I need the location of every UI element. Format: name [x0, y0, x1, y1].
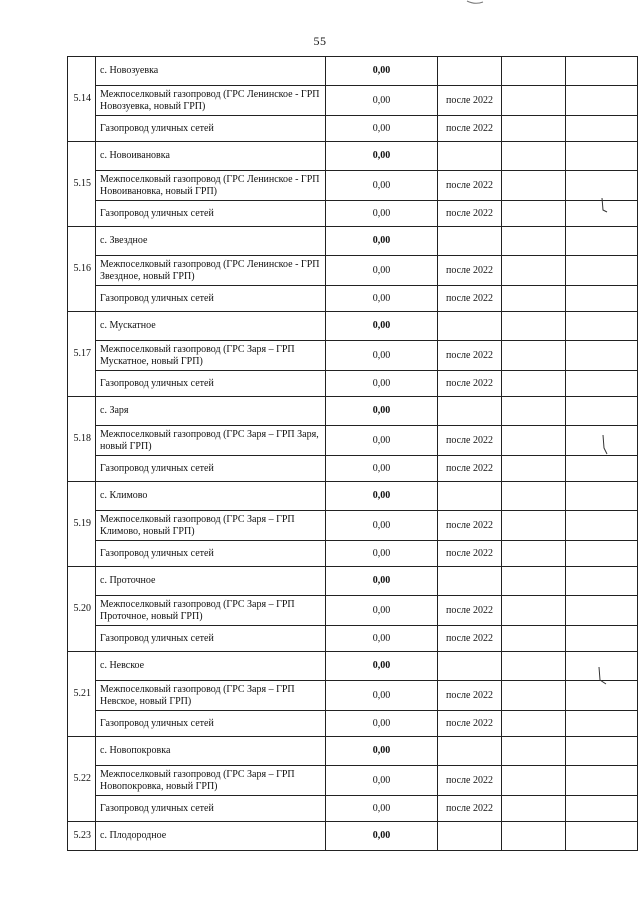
item-term: после 2022	[438, 541, 502, 567]
term-cell	[438, 822, 502, 851]
item-name: Газопровод уличных сетей	[96, 456, 326, 482]
empty-cell	[502, 626, 566, 652]
section-number: 5.15	[68, 142, 96, 227]
empty-cell	[502, 171, 566, 201]
item-value: 0,00	[326, 171, 438, 201]
item-name: Межпоселковый газопровод (ГРС Ленинское - ГРП Новоивановка, новый ГРП)	[96, 171, 326, 201]
section-number: 5.22	[68, 737, 96, 822]
table-row	[68, 256, 638, 286]
empty-cell	[566, 796, 638, 822]
term-cell	[438, 142, 502, 171]
section-total: 0,00	[326, 397, 438, 426]
item-term: после 2022	[438, 796, 502, 822]
item-name: Межпоселковый газопровод (ГРС Заря – ГРП Невское, новый ГРП)	[96, 681, 326, 711]
section-title: с. Заря	[96, 397, 326, 426]
empty-cell	[502, 711, 566, 737]
empty-cell	[566, 86, 638, 116]
table-row	[68, 711, 638, 737]
empty-cell	[502, 286, 566, 312]
item-name: Газопровод уличных сетей	[96, 286, 326, 312]
table-row	[68, 116, 638, 142]
item-term: после 2022	[438, 511, 502, 541]
item-term: после 2022	[438, 86, 502, 116]
empty-cell	[566, 766, 638, 796]
item-name: Газопровод уличных сетей	[96, 711, 326, 737]
section-total: 0,00	[326, 227, 438, 256]
item-name: Межпоселковый газопровод (ГРС Ленинское - ГРП Звездное, новый ГРП)	[96, 256, 326, 286]
table-row	[68, 341, 638, 371]
section-number: 5.16	[68, 227, 96, 312]
empty-cell	[502, 426, 566, 456]
item-name: Межпоселковый газопровод (ГРС Заря – ГРП Проточное, новый ГРП)	[96, 596, 326, 626]
item-value: 0,00	[326, 711, 438, 737]
section-number: 5.19	[68, 482, 96, 567]
item-name: Межпоселковый газопровод (ГРС Заря – ГРП Мускатное, новый ГРП)	[96, 341, 326, 371]
item-term: после 2022	[438, 626, 502, 652]
item-name: Газопровод уличных сетей	[96, 796, 326, 822]
empty-cell	[502, 57, 566, 86]
empty-cell	[566, 567, 638, 596]
empty-cell	[502, 142, 566, 171]
empty-cell	[566, 456, 638, 482]
section-title: с. Новоивановка	[96, 142, 326, 171]
table-row	[68, 201, 638, 227]
item-term: после 2022	[438, 171, 502, 201]
table-row	[68, 86, 638, 116]
item-value: 0,00	[326, 341, 438, 371]
item-name: Газопровод уличных сетей	[96, 541, 326, 567]
section-number: 5.14	[68, 57, 96, 142]
item-term: после 2022	[438, 371, 502, 397]
empty-cell	[502, 482, 566, 511]
empty-cell	[502, 456, 566, 482]
item-term: после 2022	[438, 341, 502, 371]
empty-cell	[566, 711, 638, 737]
empty-cell	[502, 596, 566, 626]
empty-cell	[566, 116, 638, 142]
empty-cell	[566, 482, 638, 511]
empty-cell	[502, 511, 566, 541]
section-number: 5.18	[68, 397, 96, 482]
section-total: 0,00	[326, 312, 438, 341]
table-row	[68, 626, 638, 652]
table-row	[68, 371, 638, 397]
empty-cell	[566, 397, 638, 426]
empty-cell	[566, 256, 638, 286]
section-header-row	[68, 57, 638, 86]
item-name: Межпоселковый газопровод (ГРС Ленинское - ГРП Новозуевка, новый ГРП)	[96, 86, 326, 116]
item-value: 0,00	[326, 86, 438, 116]
empty-cell	[502, 371, 566, 397]
item-name: Газопровод уличных сетей	[96, 201, 326, 227]
empty-cell	[502, 227, 566, 256]
section-header-row	[68, 482, 638, 511]
table-row	[68, 681, 638, 711]
empty-cell	[566, 371, 638, 397]
section-header-row	[68, 227, 638, 256]
pen-mark-icon	[598, 434, 610, 452]
term-cell	[438, 397, 502, 426]
empty-cell	[566, 341, 638, 371]
empty-cell	[502, 822, 566, 851]
empty-cell	[566, 142, 638, 171]
section-total: 0,00	[326, 57, 438, 86]
empty-cell	[566, 626, 638, 652]
section-total: 0,00	[326, 482, 438, 511]
item-value: 0,00	[326, 626, 438, 652]
page-number: 55	[313, 34, 327, 48]
table-row	[68, 541, 638, 567]
empty-cell	[566, 541, 638, 567]
empty-cell	[502, 541, 566, 567]
empty-cell	[566, 596, 638, 626]
item-value: 0,00	[326, 456, 438, 482]
empty-cell	[502, 766, 566, 796]
term-cell	[438, 482, 502, 511]
section-total: 0,00	[326, 652, 438, 681]
table-row	[68, 596, 638, 626]
table-row	[68, 796, 638, 822]
term-cell	[438, 227, 502, 256]
item-value: 0,00	[326, 256, 438, 286]
empty-cell	[566, 312, 638, 341]
item-name: Газопровод уличных сетей	[96, 116, 326, 142]
table-row	[68, 171, 638, 201]
section-title: с. Проточное	[96, 567, 326, 596]
item-value: 0,00	[326, 766, 438, 796]
section-title: с. Новозуевка	[96, 57, 326, 86]
item-term: после 2022	[438, 766, 502, 796]
item-name: Газопровод уличных сетей	[96, 626, 326, 652]
section-header-row	[68, 652, 638, 681]
empty-cell	[566, 227, 638, 256]
empty-cell	[502, 312, 566, 341]
item-term: после 2022	[438, 681, 502, 711]
item-value: 0,00	[326, 796, 438, 822]
section-total: 0,00	[326, 822, 438, 851]
item-value: 0,00	[326, 371, 438, 397]
item-value: 0,00	[326, 596, 438, 626]
item-term: после 2022	[438, 711, 502, 737]
table-row	[68, 766, 638, 796]
term-cell	[438, 312, 502, 341]
item-term: после 2022	[438, 116, 502, 142]
empty-cell	[502, 567, 566, 596]
item-term: после 2022	[438, 286, 502, 312]
term-cell	[438, 57, 502, 86]
item-name: Межпоселковый газопровод (ГРС Заря – ГРП Климово, новый ГРП)	[96, 511, 326, 541]
section-number: 5.21	[68, 652, 96, 737]
term-cell	[438, 652, 502, 681]
term-cell	[438, 737, 502, 766]
empty-cell	[502, 116, 566, 142]
empty-cell	[502, 86, 566, 116]
section-header-row	[68, 142, 638, 171]
empty-cell	[502, 256, 566, 286]
section-header-row	[68, 567, 638, 596]
item-name: Межпоселковый газопровод (ГРС Заря – ГРП Заря, новый ГРП)	[96, 426, 326, 456]
section-title: с. Климово	[96, 482, 326, 511]
item-value: 0,00	[326, 541, 438, 567]
item-name: Межпоселковый газопровод (ГРС Заря – ГРП Новопокровка, новый ГРП)	[96, 766, 326, 796]
item-term: после 2022	[438, 426, 502, 456]
pen-mark-icon	[598, 196, 610, 214]
term-cell	[438, 567, 502, 596]
section-number: 5.20	[68, 567, 96, 652]
table-row	[68, 456, 638, 482]
empty-cell	[566, 822, 638, 851]
item-value: 0,00	[326, 116, 438, 142]
item-term: после 2022	[438, 596, 502, 626]
item-value: 0,00	[326, 286, 438, 312]
empty-cell	[502, 737, 566, 766]
section-number: 5.23	[68, 822, 96, 851]
item-value: 0,00	[326, 201, 438, 227]
item-term: после 2022	[438, 201, 502, 227]
section-header-row	[68, 312, 638, 341]
section-total: 0,00	[326, 142, 438, 171]
section-title: с. Невское	[96, 652, 326, 681]
section-title: с. Плодородное	[96, 822, 326, 851]
section-title: с. Звездное	[96, 227, 326, 256]
pen-mark-icon	[596, 666, 608, 684]
scan-mark-icon	[465, 0, 485, 6]
empty-cell	[502, 397, 566, 426]
section-header-row	[68, 737, 638, 766]
item-value: 0,00	[326, 511, 438, 541]
table-row	[68, 426, 638, 456]
empty-cell	[502, 796, 566, 822]
item-value: 0,00	[326, 426, 438, 456]
table-row	[68, 511, 638, 541]
section-total: 0,00	[326, 567, 438, 596]
empty-cell	[566, 737, 638, 766]
section-title: с. Мускатное	[96, 312, 326, 341]
item-value: 0,00	[326, 681, 438, 711]
empty-cell	[502, 201, 566, 227]
table-row	[68, 286, 638, 312]
item-name: Газопровод уличных сетей	[96, 371, 326, 397]
empty-cell	[502, 341, 566, 371]
empty-cell	[566, 511, 638, 541]
section-header-row	[68, 397, 638, 426]
item-term: после 2022	[438, 256, 502, 286]
section-number: 5.17	[68, 312, 96, 397]
empty-cell	[566, 57, 638, 86]
gas-pipeline-table	[67, 56, 638, 851]
empty-cell	[566, 286, 638, 312]
empty-cell	[502, 681, 566, 711]
item-term: после 2022	[438, 456, 502, 482]
section-total: 0,00	[326, 737, 438, 766]
empty-cell	[502, 652, 566, 681]
section-title: с. Новопокровка	[96, 737, 326, 766]
section-header-row	[68, 822, 638, 851]
